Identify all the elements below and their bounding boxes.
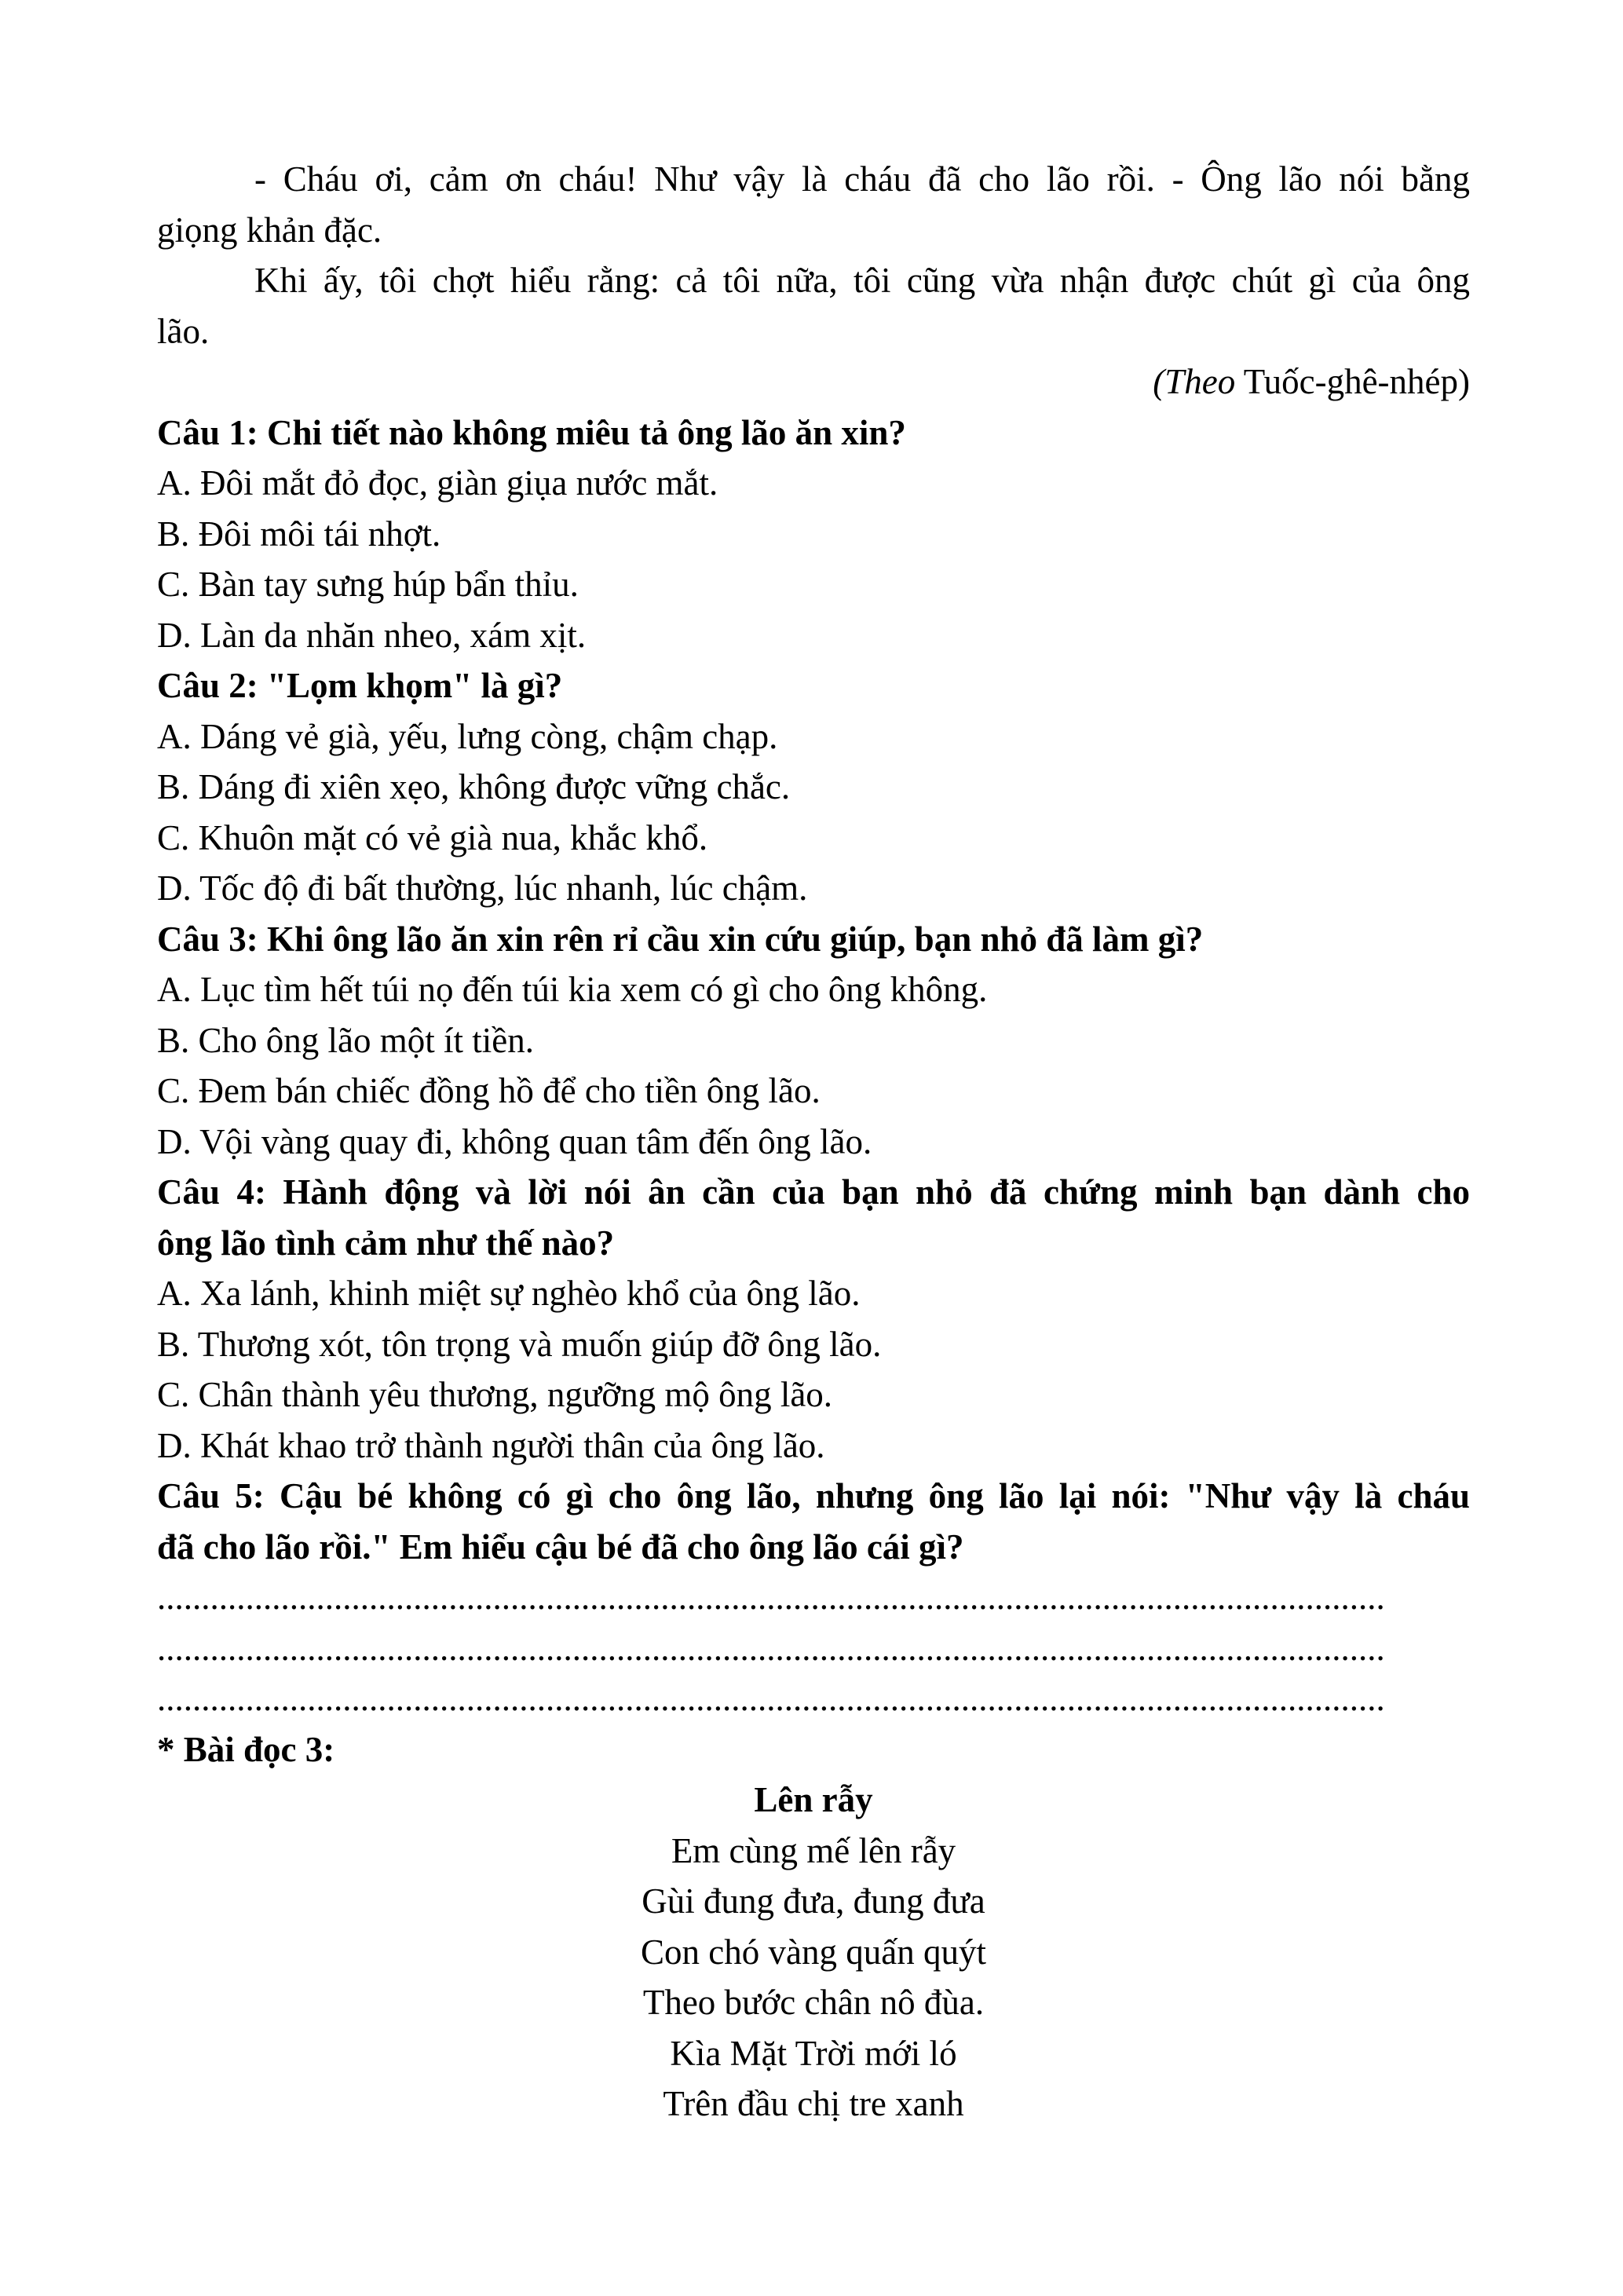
question-1-option-c: C. Bàn tay sưng húp bẩn thỉu.: [157, 565, 579, 604]
poem-title: Lên rẫy: [754, 1780, 873, 1819]
question-2-text: Câu 2: "Lọm khọm" là gì?: [157, 666, 563, 705]
story-ending: [157, 154, 1470, 408]
answer-line-3[interactable]: ...........................................................................................................................................: [157, 1679, 1385, 1718]
question-1-text: Câu 1: Chi tiết nào không miêu tả ông lão ăn xin?: [157, 412, 906, 452]
question-3-option-a: A. Lục tìm hết túi nọ đến túi kia xem có gì cho ông không.: [157, 970, 988, 1009]
question-4: [157, 1167, 1470, 1471]
answer-line-2[interactable]: ...........................................................................................................................................: [157, 1628, 1385, 1668]
source-citation: [157, 356, 1470, 408]
question-3: [157, 914, 1470, 1168]
question-5-text-line-1: Câu 5: Cậu bé không có gì cho ông lão, nhưng ông lão lại nói: "Như vậy là cháu: [157, 1476, 1470, 1515]
question-4-text-line-1: Câu 4: Hành động và lời nói ân cần của bạn nhỏ đã chứng minh bạn dành cho: [157, 1172, 1470, 1212]
poem-line-1: Em cùng mế lên rẫy: [671, 1830, 956, 1870]
question-1: [157, 408, 1470, 661]
answer-line-1[interactable]: ...........................................................................................................................................: [157, 1578, 1385, 1617]
question-3-text: Câu 3: Khi ông lão ăn xin rên rỉ cầu xin cứu giúp, bạn nhỏ đã làm gì?: [157, 919, 1204, 959]
question-4-option-c: C. Chân thành yêu thương, ngưỡng mộ ông lão.: [157, 1375, 833, 1414]
question-1-option-a: A. Đôi mắt đỏ đọc, giàn giụa nước mắt.: [157, 463, 718, 503]
question-4-option-d: D. Khát khao trở thành người thân của ông lão.: [157, 1425, 825, 1465]
question-2: [157, 660, 1470, 914]
poem-line-3: Con chó vàng quấn quýt: [641, 1932, 986, 1972]
question-2-option-d: D. Tốc độ đi bất thường, lúc nhanh, lúc chậm.: [157, 868, 808, 908]
poem-line-2: Gùi đung đưa, đung đưa: [642, 1881, 985, 1921]
question-4-option-a: A. Xa lánh, khinh miệt sự nghèo khổ của ông lão.: [157, 1274, 861, 1313]
reflection-line-2: lão.: [157, 311, 210, 351]
poem-line-6: Trên đầu chị tre xanh: [663, 2084, 964, 2123]
dialogue-line-2: giọng khản đặc.: [157, 210, 382, 250]
question-1-option-b: B. Đôi môi tái nhợt.: [157, 514, 441, 554]
question-4-option-b: B. Thương xót, tôn trọng và muốn giúp đỡ ông lão.: [157, 1324, 882, 1364]
question-3-option-d: D. Vội vàng quay đi, không quan tâm đến ông lão.: [157, 1121, 872, 1161]
reading-3-section: [157, 1724, 1470, 2130]
poem-line-5: Kìa Mặt Trời mới ló: [670, 2033, 957, 2073]
question-4-text-line-2: ông lão tình cảm như thế nào?: [157, 1223, 615, 1263]
reading-3-heading: * Bài đọc 3:: [157, 1729, 335, 1769]
question-2-option-c: C. Khuôn mặt có vẻ già nua, khắc khổ.: [157, 817, 708, 857]
question-5: [157, 1471, 1470, 1724]
question-3-option-c: C. Đem bán chiếc đồng hồ để cho tiền ông lão.: [157, 1071, 821, 1110]
poem: [157, 1775, 1470, 2130]
question-1-option-d: D. Làn da nhăn nheo, xám xịt.: [157, 615, 587, 655]
question-2-option-b: B. Dáng đi xiên xẹo, không được vững chắc.: [157, 767, 791, 806]
source-prefix: (Theo: [1153, 362, 1236, 401]
reflection-line-1: Khi ấy, tôi chợt hiểu rằng: cả tôi nữa, tôi cũng vừa nhận được chút gì của ông: [254, 261, 1470, 300]
document-page: [157, 154, 1470, 2130]
question-3-option-b: B. Cho ông lão một ít tiền.: [157, 1020, 534, 1060]
source-author: Tuốc-ghê-nhép): [1243, 362, 1470, 401]
question-5-text-line-2: đã cho lão rồi." Em hiểu cậu bé đã cho ông lão cái gì?: [157, 1526, 964, 1567]
poem-line-4: Theo bước chân nô đùa.: [642, 1983, 985, 2022]
question-2-option-a: A. Dáng vẻ già, yếu, lưng còng, chậm chạp.: [157, 716, 778, 756]
dialogue-line-1: - Cháu ơi, cảm ơn cháu! Như vậy là cháu đã cho lão rồi. - Ông lão nói bằng: [254, 159, 1470, 199]
